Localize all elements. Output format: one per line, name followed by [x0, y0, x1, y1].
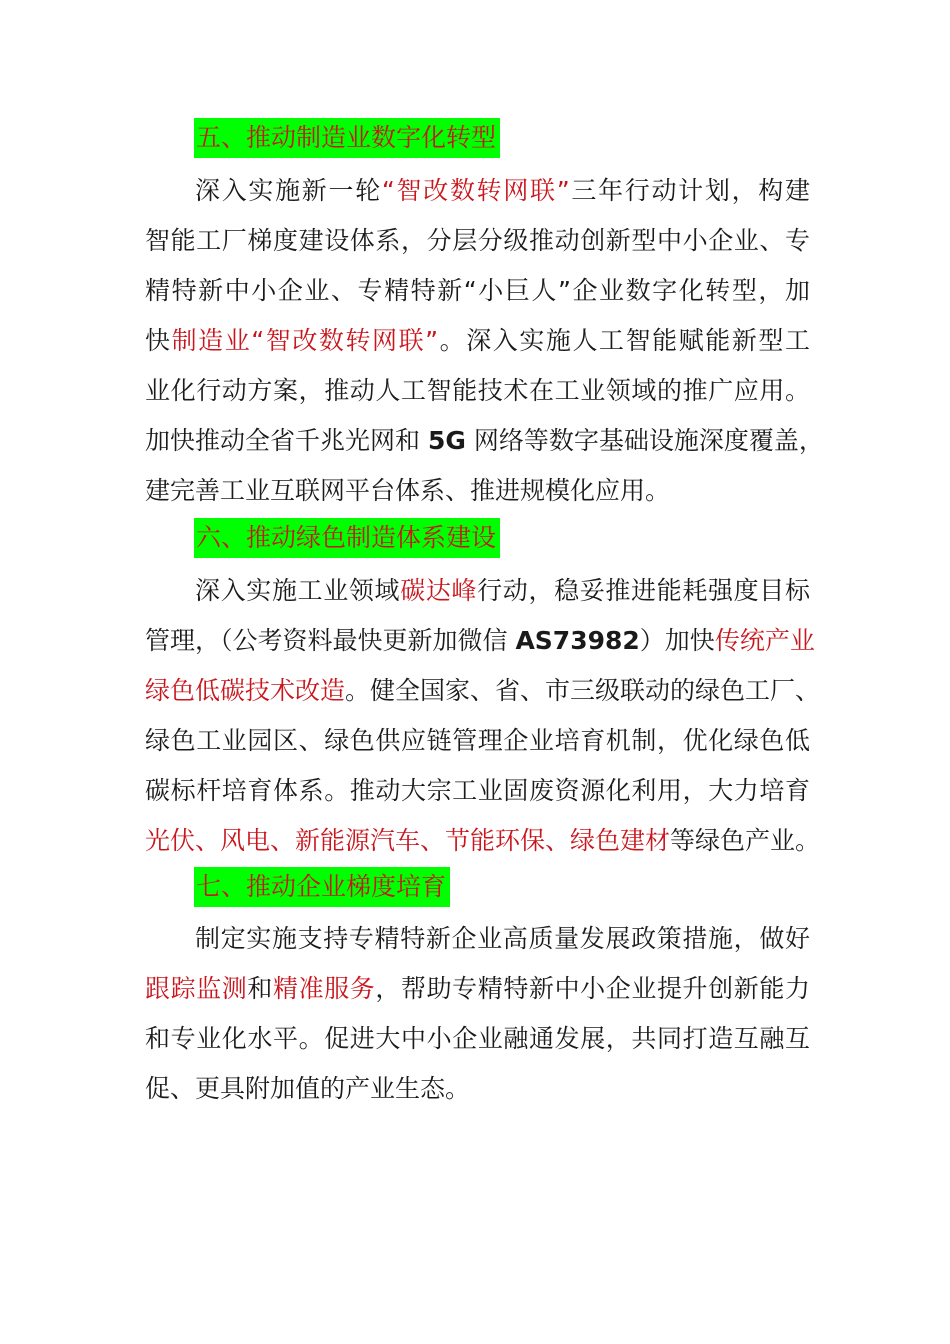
section-7-paragraph	[145, 914, 810, 1114]
body-text: 智能工厂梯度建设体系，分层分级推动创新型中小企业、专	[145, 226, 810, 255]
paragraph-line	[145, 1064, 810, 1114]
section-5-heading: 五、推动制造业数字化转型	[194, 118, 500, 158]
paragraph-line	[145, 616, 815, 666]
body-text: AS73982	[515, 626, 640, 655]
body-text: 5G	[427, 426, 466, 455]
highlighted-text: 绿色低碳技术改造	[145, 676, 346, 705]
body-text: 精特新中小企业、专精特新“小巨人”企业数字化转型，加	[145, 276, 810, 305]
paragraph-line	[145, 666, 821, 716]
paragraph-line	[145, 766, 810, 816]
body-text: 管理，（公考资料最快更新加微信	[145, 626, 516, 655]
body-text: 三年行动计划，构建	[569, 176, 810, 205]
body-text: 加快推动全省千兆光网和	[145, 426, 428, 455]
body-text: 行动，稳妥推进能耗强度目标	[477, 576, 810, 605]
paragraph-line	[145, 914, 810, 964]
body-text: 业化行动方案，推动人工智能技术在工业领域的推广应用。	[145, 376, 810, 405]
body-text: 和	[247, 974, 273, 1003]
body-text: 快	[145, 326, 172, 355]
body-text: 深入实施新一轮	[195, 176, 382, 205]
section-6-heading: 六、推动绿色制造体系建设	[194, 518, 500, 558]
body-text: 和专业化水平。促进大中小企业融通发展，共同打造互融互	[145, 1024, 810, 1053]
highlighted-text: 光伏、风电、新能源汽车、节能环保、绿色建材	[145, 826, 671, 855]
highlighted-text: 传统产业	[714, 626, 815, 655]
paragraph-line	[145, 266, 810, 316]
paragraph-line	[145, 964, 810, 1014]
body-text: 碳标杆培育体系。推动大宗工业固废资源化利用，大力培育	[145, 776, 810, 805]
paragraph-line	[145, 466, 810, 516]
highlighted-text: 碳达峰	[400, 576, 478, 605]
body-text: 等绿色产业。	[670, 826, 821, 855]
highlighted-text: 制造业“智改数转网联”	[171, 326, 439, 355]
body-text: 。健全国家、省、市三级联动的绿色工厂、	[345, 676, 821, 705]
body-text: 深入实施工业领域	[195, 576, 401, 605]
paragraph-line	[145, 716, 810, 766]
section-7-heading: 七、推动企业梯度培育	[194, 867, 450, 907]
paragraph-line	[145, 416, 824, 466]
body-text: 绿色工业园区、绿色供应链管理企业培育机制，优化绿色低	[145, 726, 810, 755]
body-text: 网络等数字基础设施深度覆盖，	[465, 426, 824, 455]
paragraph-line	[145, 216, 810, 266]
highlighted-text: 跟踪监测	[145, 974, 248, 1003]
paragraph-line	[145, 816, 821, 866]
highlighted-text: 精准服务	[273, 974, 376, 1003]
body-text: 建完善工业互联网平台体系、推进规模化应用。	[145, 476, 671, 505]
section-5-paragraph	[145, 166, 824, 516]
paragraph-line	[145, 316, 810, 366]
section-6-paragraph	[145, 566, 821, 866]
body-text: ）加快	[639, 626, 715, 655]
highlighted-text: “智改数转网联”	[381, 176, 570, 205]
paragraph-line	[145, 166, 810, 216]
paragraph-line	[145, 1014, 810, 1064]
body-text: 促、更具附加值的产业生态。	[145, 1074, 471, 1103]
body-text: 制定实施支持专精特新企业高质量发展政策措施，做好	[195, 924, 810, 953]
paragraph-line	[145, 366, 810, 416]
body-text: ，帮助专精特新中小企业提升创新能力	[375, 974, 810, 1003]
body-text: 。深入实施人工智能赋能新型工	[438, 326, 810, 355]
paragraph-line	[145, 566, 810, 616]
